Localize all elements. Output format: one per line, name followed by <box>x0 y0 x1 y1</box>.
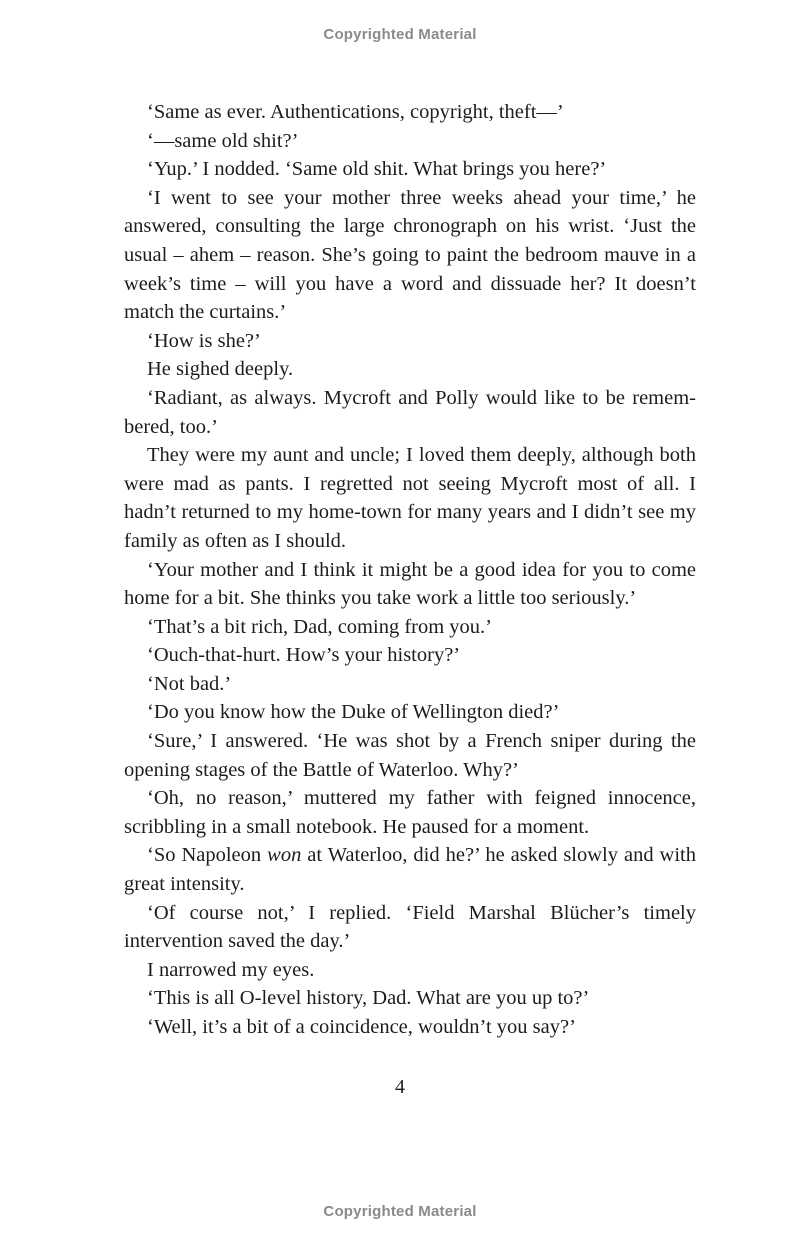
paragraph: I narrowed my eyes. <box>147 958 315 981</box>
paragraph: ‘Radiant, as always. Mycroft and Polly would like to be remembered, too.’ <box>124 386 696 438</box>
paragraph: ‘Same as ever. Authentications, copyright, theft—’ <box>147 101 564 123</box>
paragraph: ‘This is all O-level history, Dad. What are you up to?’ <box>147 987 590 1010</box>
paragraph: ‘Well, it’s a bit of a coincidence, wouldn’t you say?’ <box>147 1016 576 1038</box>
paragraph: ‘Not bad.’ <box>147 672 232 695</box>
paragraph: ‘Ouch-that-hurt. How’s your history?’ <box>147 644 461 667</box>
paragraph: ‘I went to see your mother three weeks ahead your time,’ he answered, consulting the large chronograph on his wrist. ‘Just the usual – ahem – reason. She’s going to paint the bedroom mauve in a week’s time – will you have a word and dissuade her? It doesn’t match the curtains.’ <box>124 186 696 324</box>
page-number: 4 <box>395 1076 405 1098</box>
paragraph: ‘Oh, no reason,’ muttered my father with feigned innocence, scribbling in a small notebook. He paused for a moment. <box>124 787 696 838</box>
paragraph: ‘—same old shit?’ <box>147 129 299 152</box>
paragraph: ‘Do you know how the Duke of Wellington died?’ <box>147 701 560 724</box>
text-run: ‘So Napoleon <box>147 844 268 867</box>
paragraph: ‘How is she?’ <box>147 329 261 352</box>
text-run: at Waterloo, did he?’ he asked slowly and with great intensity. <box>124 844 696 896</box>
paragraph <box>124 841 696 898</box>
copyright-watermark-top: Copyrighted Material <box>323 26 477 43</box>
copyright-watermark-bottom: Copyrighted Material <box>323 1203 477 1220</box>
paragraph: ‘Of course not,’ I replied. ‘Field Marshal Blücher’s timely intervention saved the day.’ <box>124 901 696 953</box>
paragraph: ‘That’s a bit rich, Dad, coming from you.’ <box>147 615 492 638</box>
emphasis-word: won <box>267 844 302 867</box>
paragraph: They were my aunt and uncle; I loved them deeply, although both were mad as pants. I regretted not seeing Mycroft most of all. I hadn’t returned to my home-town for many years and I didn’t see my family as often as I should. <box>124 444 696 552</box>
paragraph: ‘Yup.’ I nodded. ‘Same old shit. What brings you here?’ <box>147 158 607 181</box>
paragraph: ‘Your mother and I think it might be a good idea for you to come home for a bit. She thinks you take work a little too seriously.’ <box>124 558 696 610</box>
page-body-text <box>124 98 696 1042</box>
paragraph: ‘Sure,’ I answered. ‘He was shot by a French sniper during the opening stages of the Battle of Waterloo. Why?’ <box>124 730 696 781</box>
paragraph: He sighed deeply. <box>147 358 294 381</box>
